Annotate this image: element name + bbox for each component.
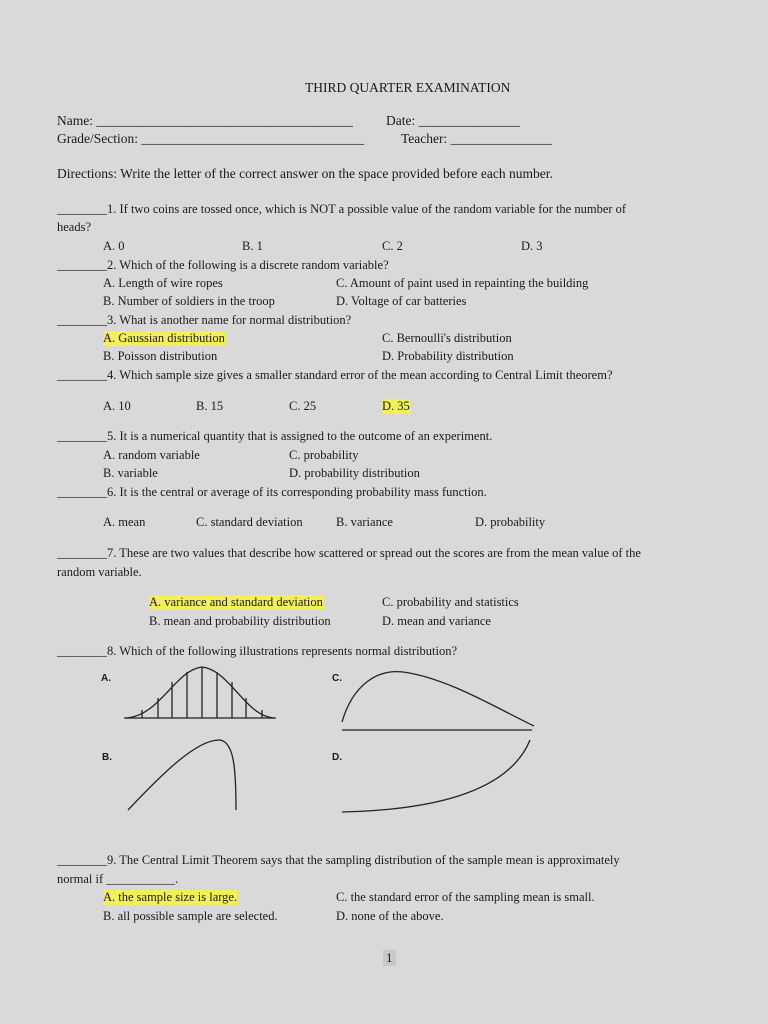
q7-option-b: B. mean and probability distribution xyxy=(149,614,331,628)
question-9-cont: normal if ___________. xyxy=(57,872,179,886)
q3-option-d: D. Probability distribution xyxy=(382,349,514,363)
q8-label-b: B. xyxy=(102,752,112,763)
q2-option-d: D. Voltage of car batteries xyxy=(336,294,467,308)
q8-label-d: D. xyxy=(332,752,342,763)
question-9: ________9. The Central Limit Theorem says that the sampling distribution of the sample mean is approximately xyxy=(57,853,620,867)
q5-option-b: B. variable xyxy=(103,466,158,480)
q7-option-a-highlighted: A. variance and standard deviation xyxy=(149,595,323,609)
q1-option-b: B. 1 xyxy=(242,239,263,253)
q6-option-d: D. probability xyxy=(475,515,546,529)
question-1-cont: heads? xyxy=(57,220,92,234)
question-6: ________6. It is the central or average of its corresponding probability mass function. xyxy=(57,485,487,499)
question-8: ________8. Which of the following illustrations represents normal distribution? xyxy=(57,644,458,658)
q3-option-a-highlighted: A. Gaussian distribution xyxy=(103,331,225,345)
question-1: ________1. If two coins are tossed once, which is NOT a possible value of the random variable for the number of xyxy=(57,202,627,216)
q2-option-b: B. Number of soldiers in the troop xyxy=(103,294,275,308)
q9-option-c: C. the standard error of the sampling mean is small. xyxy=(336,890,595,904)
q9-option-b: B. all possible sample are selected. xyxy=(103,909,278,923)
figure-c-skewed-curve xyxy=(338,664,538,734)
figure-b-peaked-curve xyxy=(122,734,242,814)
date-field: Date: _______________ xyxy=(386,113,520,128)
question-7: ________7. These are two values that describe how scattered or spread out the scores are from the mean value of the xyxy=(57,546,641,560)
question-4: ________4. Which sample size gives a smaller standard error of the mean according to Central Limit theorem? xyxy=(57,368,613,382)
q5-option-c: C. probability xyxy=(289,448,359,462)
q6-option-b: B. variance xyxy=(336,515,393,529)
q1-option-c: C. 2 xyxy=(382,239,403,253)
q4-option-a: A. 10 xyxy=(103,399,131,413)
q9-option-a-highlighted: A. the sample size is large. xyxy=(103,890,238,904)
q2-option-c: C. Amount of paint used in repainting the building xyxy=(336,276,589,290)
figure-d-rising-curve xyxy=(338,734,538,814)
q6-option-c: C. standard deviation xyxy=(196,515,303,529)
directions: Directions: Write the letter of the correct answer on the space provided before each number. xyxy=(57,166,553,181)
q1-option-d: D. 3 xyxy=(521,239,543,253)
exam-title: THIRD QUARTER EXAMINATION xyxy=(305,80,511,95)
q8-label-a: A. xyxy=(101,673,111,684)
q3-option-b: B. Poisson distribution xyxy=(103,349,218,363)
page-number: 1 xyxy=(383,950,396,966)
q7-option-d: D. mean and variance xyxy=(382,614,491,628)
question-7-cont: random variable. xyxy=(57,565,142,579)
question-2: ________2. Which of the following is a discrete random variable? xyxy=(57,258,389,272)
q8-label-c: C. xyxy=(332,673,342,684)
q1-option-a: A. 0 xyxy=(103,239,125,253)
grade-section-field: Grade/Section: _________________________________ xyxy=(57,131,365,146)
q4-option-c: C. 25 xyxy=(289,399,317,413)
question-3: ________3. What is another name for normal distribution? xyxy=(57,313,352,327)
q4-option-d-highlighted: D. 35 xyxy=(382,399,410,413)
name-field: Name: ______________________________________ xyxy=(57,113,353,128)
q7-option-c: C. probability and statistics xyxy=(382,595,519,609)
figure-a-bell-curve xyxy=(120,660,280,725)
q3-option-c: C. Bernoulli's distribution xyxy=(382,331,512,345)
q5-option-a: A. random variable xyxy=(103,448,200,462)
q6-option-a: A. mean xyxy=(103,515,146,529)
q5-option-d: D. probability distribution xyxy=(289,466,420,480)
question-5: ________5. It is a numerical quantity that is assigned to the outcome of an experiment. xyxy=(57,429,493,443)
teacher-field: Teacher: _______________ xyxy=(401,131,552,146)
q9-option-d: D. none of the above. xyxy=(336,909,444,923)
q2-option-a: A. Length of wire ropes xyxy=(103,276,223,290)
q4-option-b: B. 15 xyxy=(196,399,224,413)
